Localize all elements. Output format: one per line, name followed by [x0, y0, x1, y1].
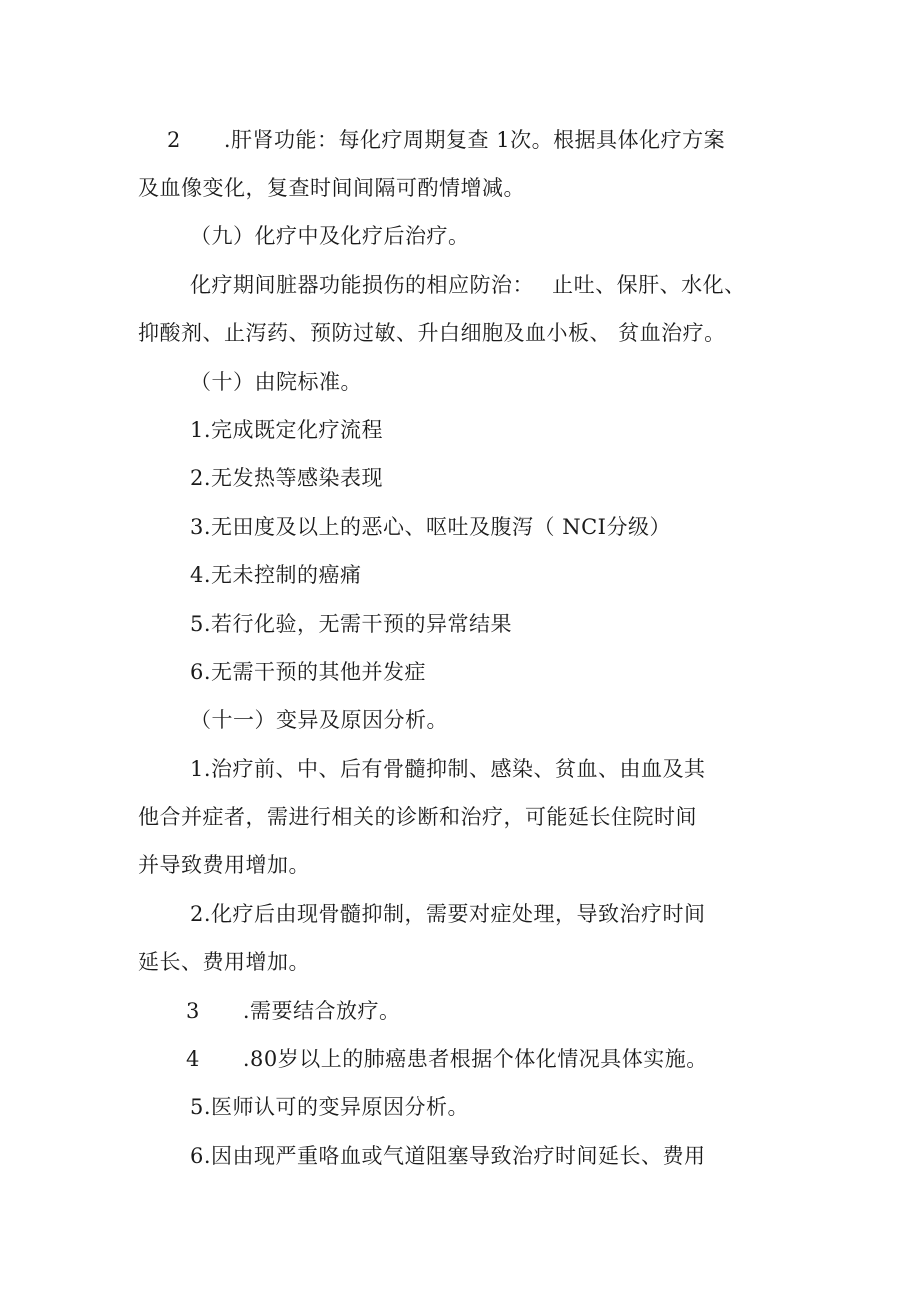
text-line: 抑酸剂、止泻药、预防过敏、升白细胞及血小板、 贫血治疗。 — [138, 321, 726, 345]
text-line: 化疗期间脏器功能损伤的相应防治： 止吐、保肝、水化、 — [190, 273, 746, 297]
list-item: 4 .80岁以上的肺癌患者根据个体化情况具体实施。 — [186, 1047, 708, 1071]
list-item: 4.无未控制的癌痛 — [190, 563, 362, 587]
text-line: 及血像变化，复查时间间隔可酌情增减。 — [138, 176, 525, 200]
section-heading: （九）化疗中及化疗后治疗。 — [190, 224, 470, 248]
list-item: 1.治疗前、中、后有骨髓抑制、感染、贫血、由血及其 — [190, 757, 706, 781]
section-heading: （十）由院标准。 — [190, 370, 362, 394]
list-item: 3.无田度及以上的恶心、呕吐及腹泻（ NCI分级） — [190, 515, 671, 539]
list-item: 2.无发热等感染表现 — [190, 466, 384, 490]
text-line: 延长、费用增加。 — [138, 950, 310, 974]
list-item: 6.因由现严重咯血或气道阻塞导致治疗时间延长、费用 — [190, 1144, 706, 1168]
list-item: 3 .需要结合放疗。 — [186, 999, 401, 1023]
section-heading: （十一）变异及原因分析。 — [190, 708, 448, 732]
list-item: 6.无需干预的其他并发症 — [190, 660, 427, 684]
list-item: 5.医师认可的变异原因分析。 — [190, 1095, 470, 1119]
list-item: 1.完成既定化疗流程 — [190, 418, 384, 442]
list-item: 5.若行化验，无需干预的异常结果 — [190, 612, 513, 636]
text-line: 2 .肝肾功能：每化疗周期复查 1次。根据具体化疗方案 — [167, 128, 726, 152]
list-item: 2.化疗后由现骨髓抑制，需要对症处理，导致治疗时间 — [190, 902, 706, 926]
text-line: 并导致费用增加。 — [138, 853, 310, 877]
text-line: 他合并症者，需进行相关的诊断和治疗，可能延长住院时间 — [138, 805, 697, 829]
